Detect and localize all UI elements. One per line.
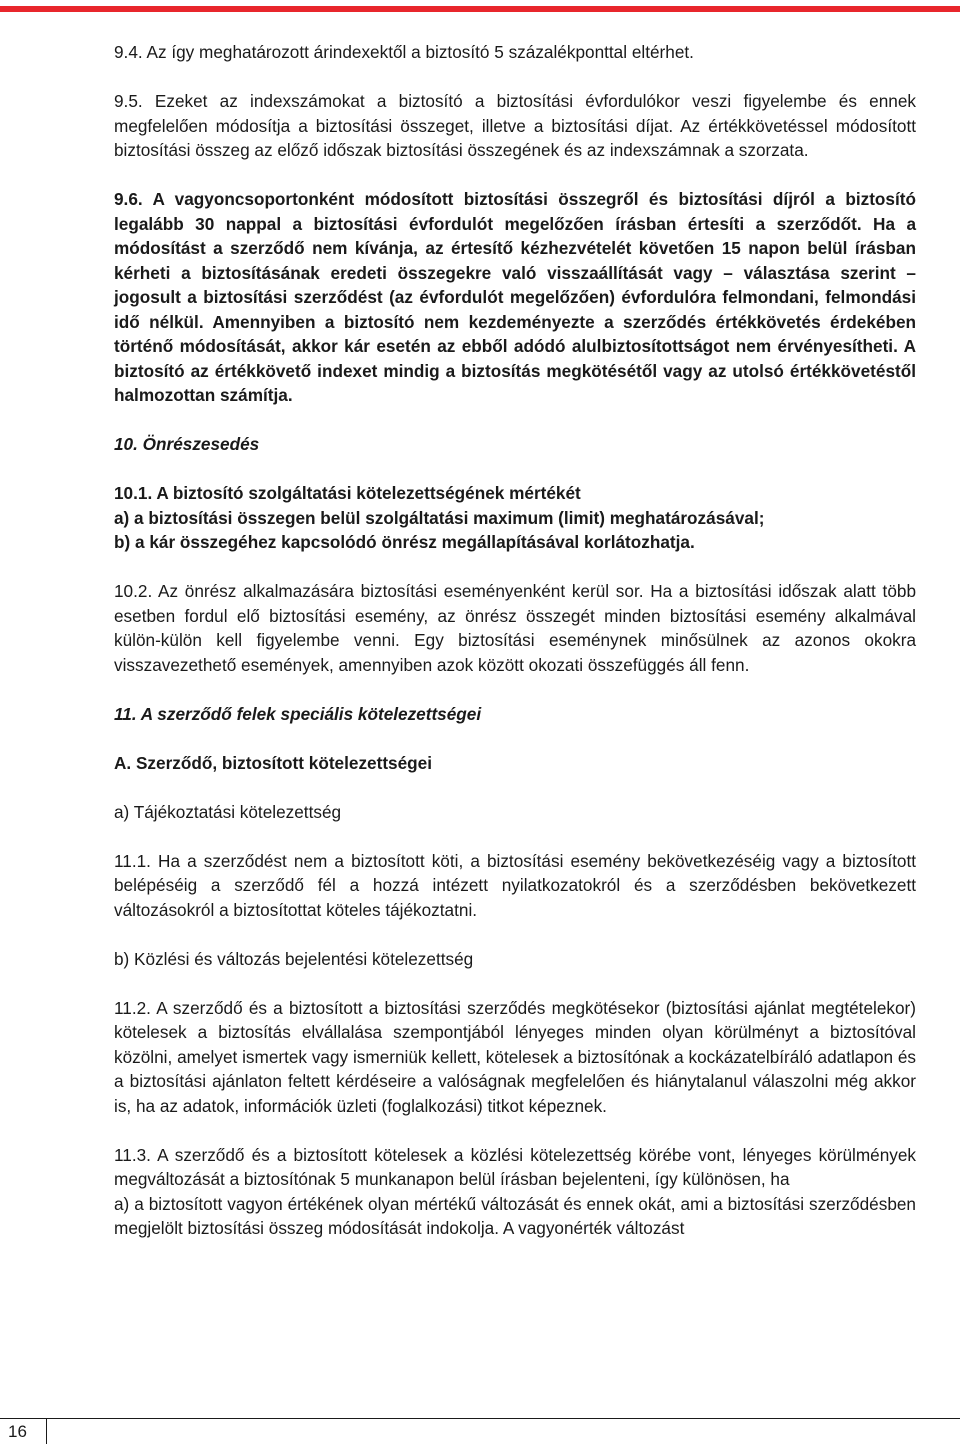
paragraph-11-3-intro: 11.3. A szerződő és a biztosított kötelesek a közlési kötelezettség körébe vont, lényeges körülmények megváltozását a biztosítónak 5 munkanapon belül írásban bejelenteni, így különösen, ha <box>114 1144 916 1189</box>
page-number: 16 <box>8 1422 27 1441</box>
paragraph-9-5: 9.5. Ezeket az indexszámokat a biztosító a biztosítási évfordulókor veszi figyelembe és ennek megfelelően módosítja a biztosítási összeget, illetve a biztosítási díjat. Az értékkövetéssel módosított biztosítási összeg az előző időszak biztosítási összegének és az indexszámnak a szorzata. <box>114 91 916 160</box>
section-heading-11: 11. A szerződő felek speciális kötelezettségei <box>114 703 482 724</box>
top-accent-bar <box>0 6 960 12</box>
paragraph-10-1-item-b: b) a kár összegéhez kapcsolódó önrész megállapításával korlátozhatja. <box>114 532 695 552</box>
paragraph-11-3-item-a: a) a biztosított vagyon értékének olyan mértékű változását és ennek okát, ami a biztosítási szerződésben megjelölt biztosítási összeg módosítását indokolja. A vagyonérték változást <box>114 1193 916 1238</box>
footer-divider <box>46 1418 47 1444</box>
paragraph-10-1-item-a: a) a biztosítási összegen belül szolgáltatási maximum (limit) meghatározásával; <box>114 507 765 528</box>
subheading-disclosure-duty: b) Közlési és változás bejelentési kötelezettség <box>114 948 474 969</box>
document-body <box>114 40 916 1241</box>
paragraph-11-1: 11.1. Ha a szerződést nem a biztosított köti, a biztosítási esemény bekövetkezéséig vagy a biztosított belépéséig a szerződő fél a hozzá intézett nyilatkozatokról és a szerződésben bekövetkezett változásokról a biztosítottat köteles tájékoztatni. <box>114 850 916 920</box>
paragraph-11-2: 11.2. A szerződő és a biztosított a biztosítási szerződés megkötésekor (biztosítási ajánlat megtételekor) kötelesek a biztosítás elvállalása szempontjából lényeges minden olyan körülményt a biztosítóval közölni, amelyet ismertek vagy ismerniük kellett, kötelesek a biztosítónak a kockázatelbíráló adatlapon és a biztosítási ajánlaton feltett kérdéseire a valóságnak megfelelően és hiánytalanul válaszolni még akkor is, ha az adatok, információk üzleti (foglalkozási) titkot képeznek. <box>114 997 916 1116</box>
paragraph-10-1 <box>114 481 916 555</box>
paragraph-10-1-intro: 10.1. A biztosító szolgáltatási kötelezettségének mértékét <box>114 483 581 503</box>
footer-rule <box>0 1418 960 1419</box>
paragraph-9-4: 9.4. Az így meghatározott árindexektől a biztosító 5 százalékponttal eltérhet. <box>114 42 694 62</box>
paragraph-11-3 <box>114 1143 916 1241</box>
subheading-information-duty: a) Tájékoztatási kötelezettség <box>114 801 342 822</box>
paragraph-10-2: 10.2. Az önrész alkalmazására biztosítási eseményenként kerül sor. Ha a biztosítási időszak alatt több esetben fordul elő biztosítási esemény, az önrész összegét minden biztosítási esemény alkalmával külön-külön kell figyelembe venni. Egy biztosítási eseménynek minősülnek az azonos okokra visszavezethető események, amennyiben azok között okozati összefüggés áll fenn. <box>114 581 916 675</box>
subsection-heading-a: A. Szerződő, biztosított kötelezettségei <box>114 752 433 773</box>
section-heading-10: 10. Önrészesedés <box>114 434 260 454</box>
paragraph-9-6: 9.6. A vagyoncsoportonként módosított biztosítási összegről és biztosítási díjról a biztosító legalább 30 nappal a biztosítási évfordulót megelőzően írásban értesíti a szerződőt. Ha a módosítást a szerződő nem kívánja, az értesítő kézhezvételét követően 15 napon belül írásban kérheti a biztosításának eredeti összegekre való visszaállítását vagy – választása szerint – jogosult a biztosítási szerződést (az évfordulót megelőzően) évfordulóra felmondani, felmondási idő nélkül. Amennyiben a biztosító nem kezdeményezte a szerződés értékkövetés érdekében történő módosítását, akkor kár esetén az ebből adódó alulbiztosítottságot nem érvényesítheti. A biztosító az értékkövető indexet mindig a biztosítás megkötésétől vagy az utolsó értékkövetéstől halmozottan számítja. <box>114 189 916 405</box>
